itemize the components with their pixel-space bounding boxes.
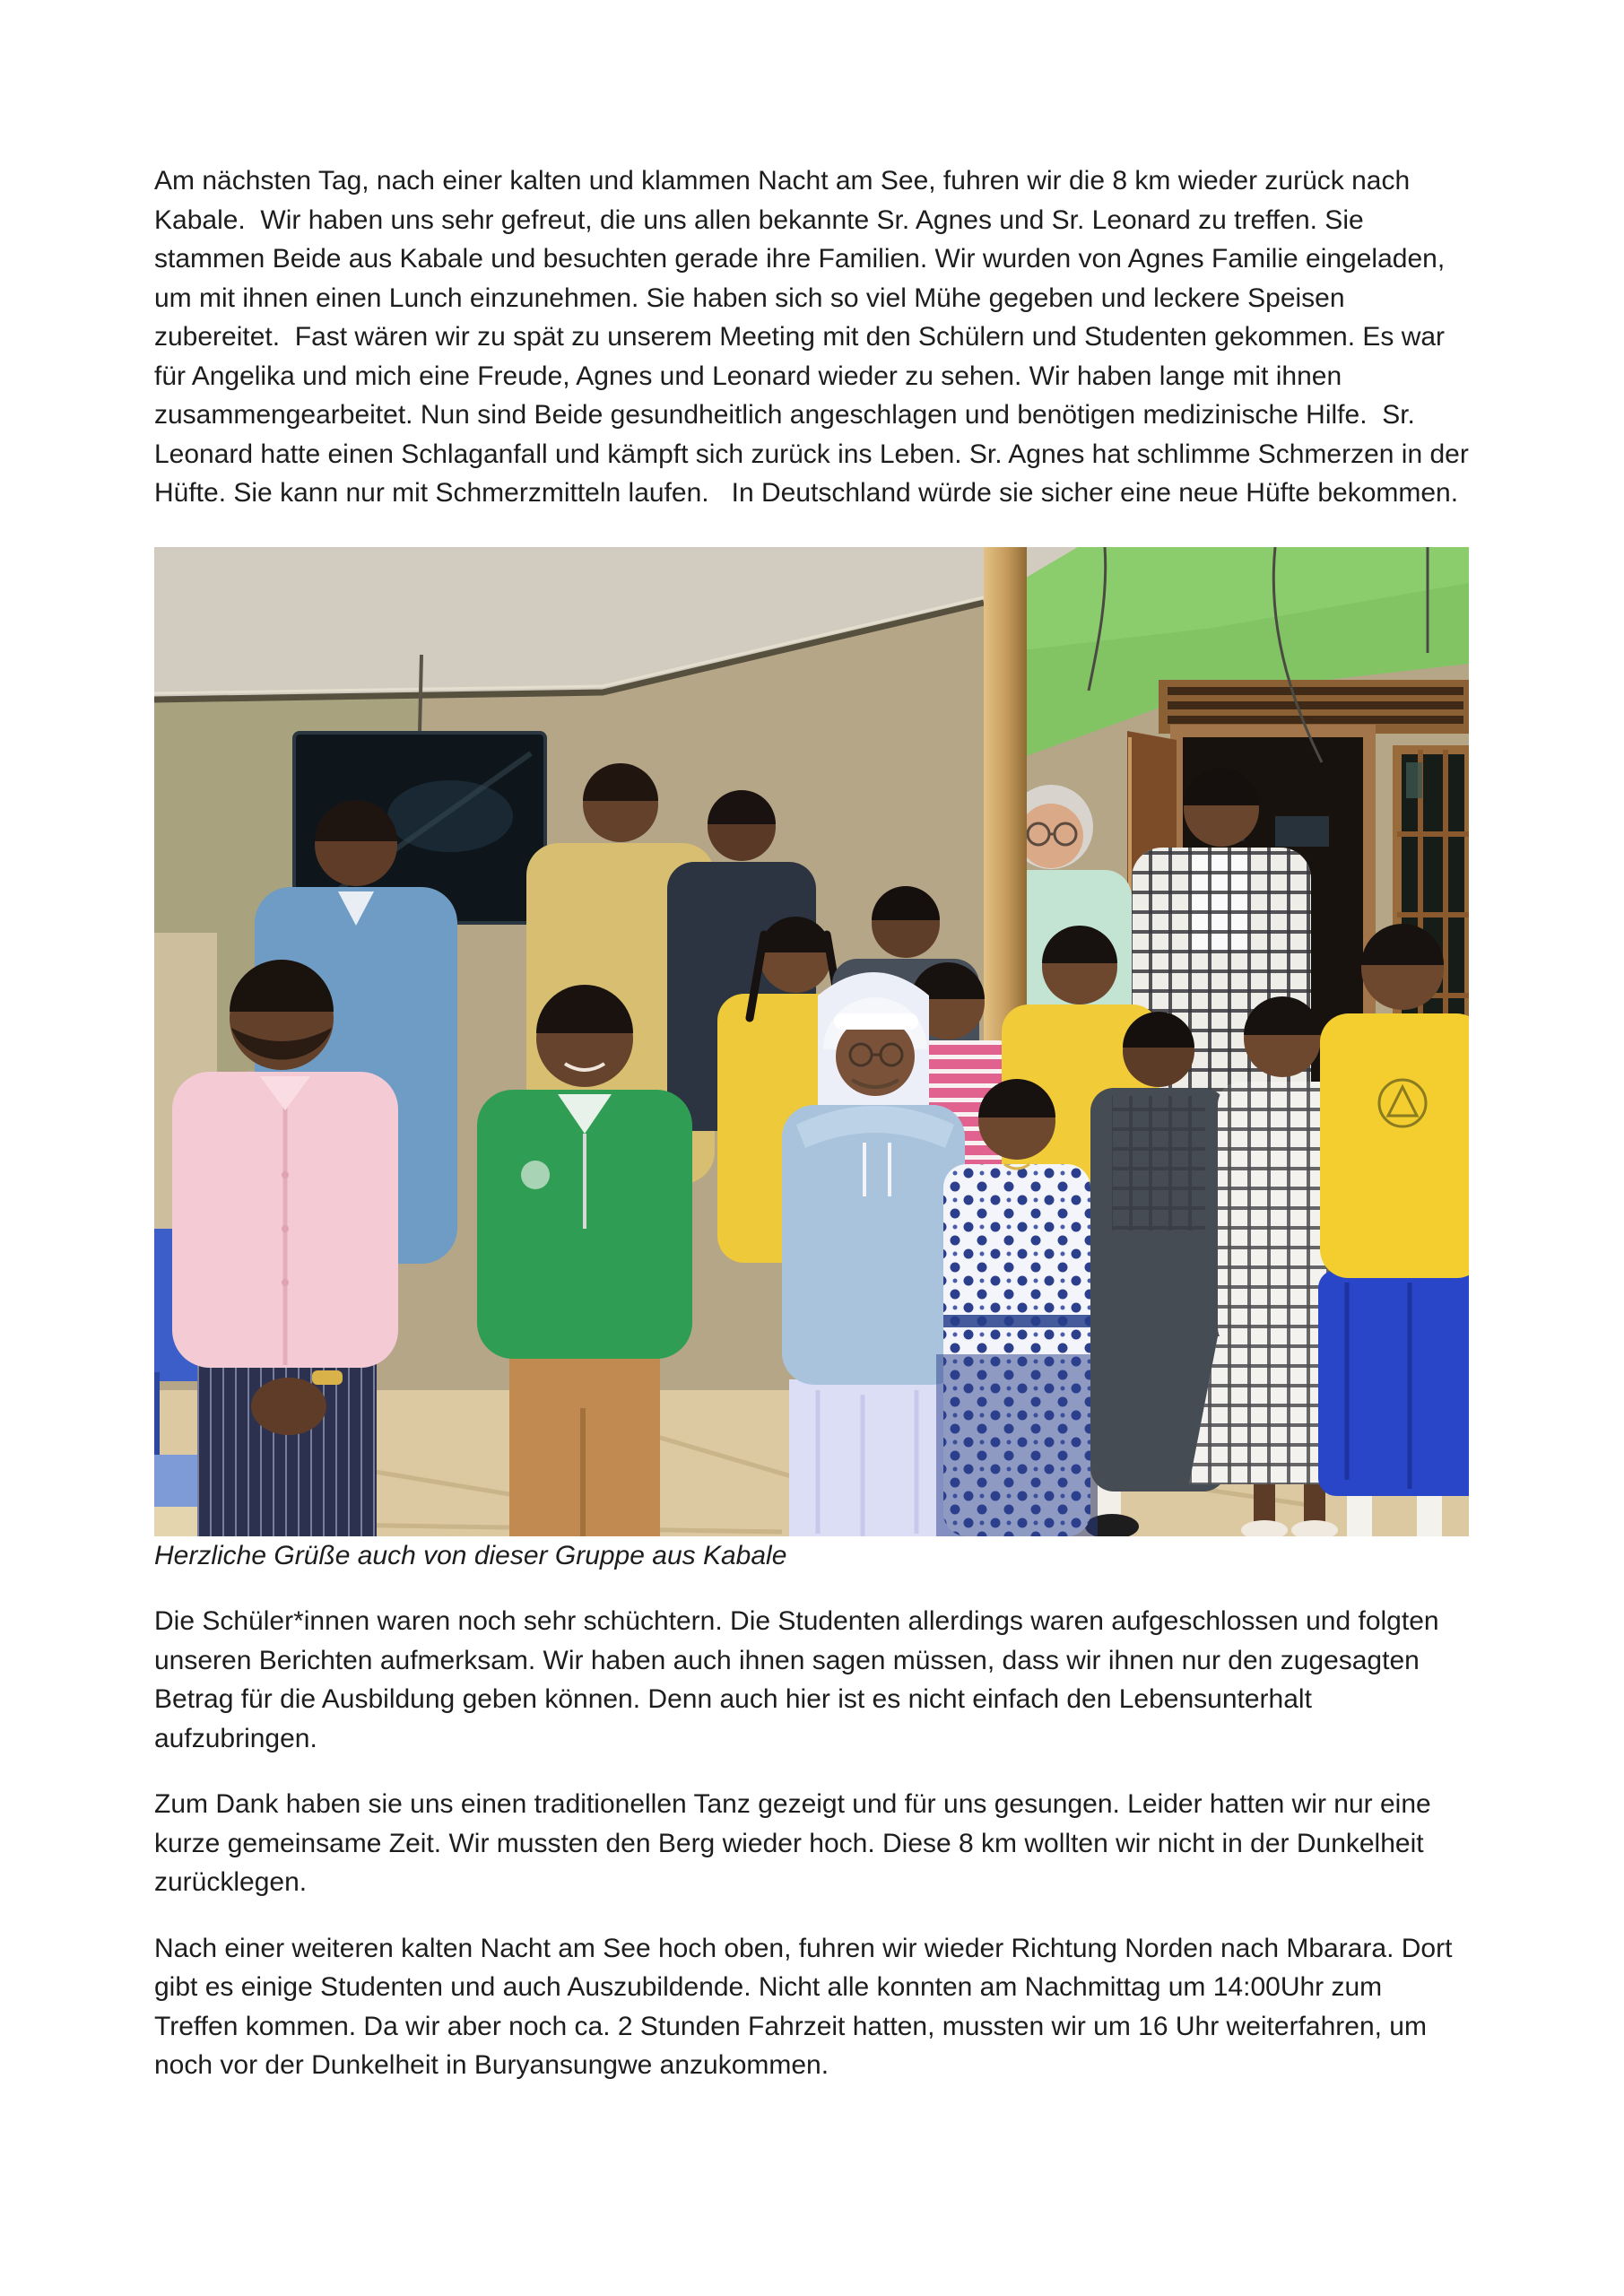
paragraph-1: Am nächsten Tag, nach einer kalten und klammen Nacht am See, fuhren wir die 8 km wieder zurück nach Kabale. Wir haben uns sehr gefreut, die uns allen bekannte Sr. Agnes und Sr. Leonard zu treffen. Sie stammen Beide aus Kabale und besuchten gerade ihre Familien. Wir wurden von Agnes Familie eingeladen, um mit ihnen einen Lunch einzunehmen. Sie haben sich so viel Mühe gegeben und leckere Speisen zubereitet. Fast wären wir zu spät zu unserem Meeting mit den Schülern und Studenten gekommen. Es war für Angelika und mich eine Freude, Agnes und Leonard wieder zu sehen. Wir haben lange mit ihnen zusammengearbeitet. Nun sind Beide gesundheitlich angeschlagen und benötigen medizinische Hilfe. Sr. Leonard hatte einen Schlaganfall und kämpft sich zurück ins Leben. Sr. Agnes hat schlimme Schmerzen in der Hüfte. Sie kann nur mit Schmerzmitteln laufen. In Deutschland würde sie sicher eine neue Hüfte bekommen. [154,166,1477,508]
paragraph-4: Nach einer weiteren kalten Nacht am See hoch oben, fuhren wir wieder Richtung Norden nach Mbarara. Dort gibt es einige Studenten und auch Auszubildende. Nicht alle konnten am Nachmittag um 14:00Uhr zum Treffen kommen. Da wir aber noch ca. 2 Stunden Fahrzeit hatten, mussten wir um 16 Uhr weiterfahren, um noch vor der Dunkelheit in Buryansungwe anzukommen. [154,1933,1460,2080]
group-photo-illustration [154,547,1469,1536]
person-girl-yellow-blue-skirt [1318,924,1469,1536]
group-photo [154,547,1469,1536]
photo-caption: Herzliche Grüße auch von dieser Gruppe aus Kabale [154,1540,787,1570]
paragraph-2: Die Schüler*innen waren noch sehr schüchtern. Die Studenten allerdings waren aufgeschlossen und folgten unseren Berichten aufmerksam. Wir haben auch ihnen sagen müssen, dass wir ihnen nur den zugesagten Betrag für die Ausbildung geben können. Denn auch hier ist es nicht einfach den Lebensunterhalt aufzubringen. [154,1606,1446,1753]
paragraph-3: Zum Dank haben sie uns einen traditionellen Tanz gezeigt und für uns gesungen. Leider hatten wir nur eine kurze gemeinsame Zeit. Wir mussten den Berg wieder hoch. Diese 8 km wollten wir nicht in der Dunkelheit zurücklegen. [154,1789,1439,1897]
